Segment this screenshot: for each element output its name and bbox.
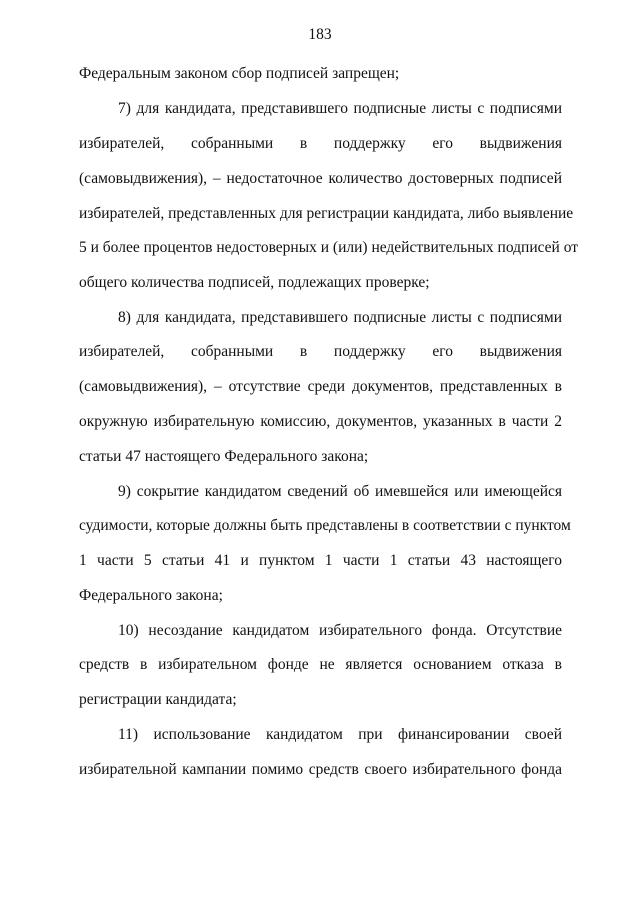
text-line: (самовыдвижения), – отсутствие среди документов, представленных в: [79, 378, 562, 395]
text-line: избирателей, представленных для регистрации кандидата, либо выявление: [79, 205, 574, 222]
page-number: 183: [308, 26, 332, 43]
text-line: 7) для кандидата, представившего подписные листы с подписями: [118, 100, 562, 117]
text-line: Федеральным законом сбор подписей запрещен;: [79, 65, 400, 82]
text-line: избирателей, собранными в поддержку его выдвижения: [79, 343, 562, 360]
text-line: статьи 47 настоящего Федерального закона;: [79, 448, 369, 465]
text-line: регистрации кандидата;: [79, 691, 237, 708]
text-line: общего количества подписей, подлежащих проверке;: [79, 274, 430, 291]
text-line: 8) для кандидата, представившего подписные листы с подписями: [118, 309, 562, 326]
text-line: 1 части 5 статьи 41 и пунктом 1 части 1 статьи 43 настоящего: [79, 552, 562, 569]
text-line: 9) сокрытие кандидатом сведений об имевшейся или имеющейся: [118, 483, 562, 500]
text-line: Федерального закона;: [79, 587, 223, 604]
text-line: избирательной кампании помимо средств своего избирательного фонда: [79, 761, 562, 778]
text-line: 11) использование кандидатом при финансировании своей: [118, 726, 562, 743]
text-line: окружную избирательную комиссию, документов, указанных в части 2: [79, 413, 562, 430]
text-line: (самовыдвижения), – недостаточное количество достоверных подписей: [79, 170, 562, 187]
text-line: 5 и более процентов недостоверных и (или) недействительных подписей от: [79, 239, 579, 256]
text-line: средств в избирательном фонде не является основанием отказа в: [79, 656, 562, 673]
text-line: судимости, которые должны быть представлены в соответствии с пунктом: [79, 517, 571, 534]
text-line: избирателей, собранными в поддержку его выдвижения: [79, 135, 562, 152]
text-line: 10) несоздание кандидатом избирательного фонда. Отсутствие: [118, 622, 562, 639]
